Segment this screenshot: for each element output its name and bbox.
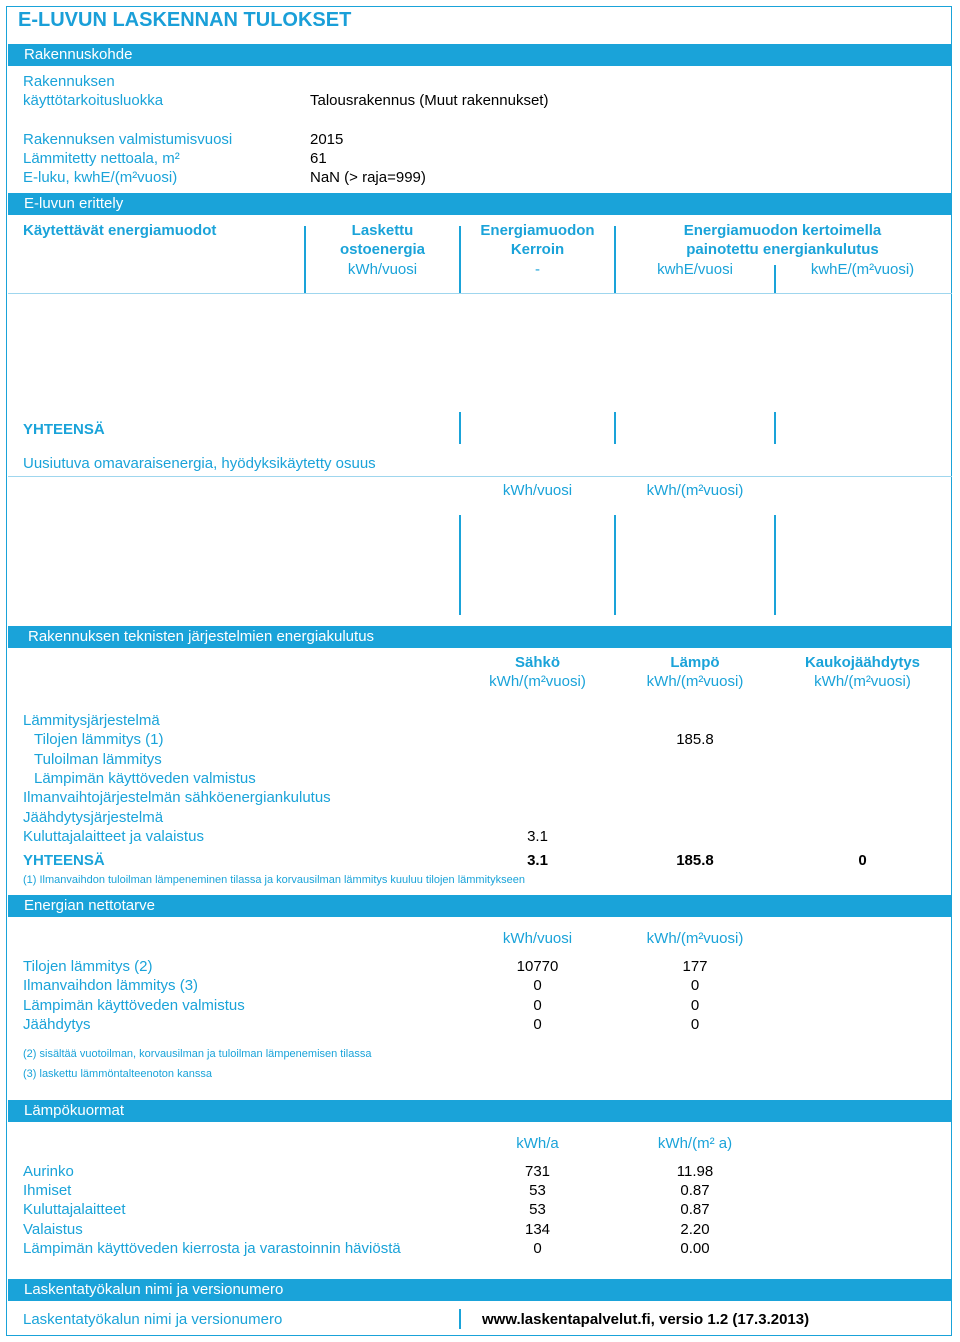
section-header-erittely: E-luvun erittely bbox=[8, 193, 952, 215]
lampokuormat-row-a: 0 bbox=[533, 1240, 542, 1257]
lampokuormat-row-b: 0.87 bbox=[680, 1201, 710, 1218]
tekniset-row-label: Ilmanvaihtojärjestelmän sähköenergiankulutus bbox=[23, 789, 331, 806]
value-kayttotarkoitus: Talousrakennus (Muut rakennukset) bbox=[310, 92, 549, 109]
nettotarve-unit-b: kWh/(m²vuosi) bbox=[646, 930, 744, 947]
label-eluku: E-luku, kwhE/(m²vuosi) bbox=[23, 169, 178, 186]
section-header-lampokuormat: Lämpökuormat bbox=[8, 1100, 952, 1122]
nettotarve-footnote-2: (2) sisältää vuotoilman, korvausilman ja tuloilman lämpenemisen tilassa bbox=[23, 1048, 372, 1060]
section-header-nettotarve: Energian nettotarve bbox=[8, 895, 952, 917]
lampokuormat-row-b: 0.87 bbox=[680, 1182, 710, 1199]
nettotarve-row-a: 0 bbox=[533, 1016, 542, 1033]
nettotarve-row-label: Ilmanvaihdon lämmitys (3) bbox=[23, 977, 199, 994]
value-nettoala: 61 bbox=[310, 150, 327, 167]
lampokuormat-row-a: 731 bbox=[524, 1163, 551, 1180]
nettotarve-row-b: 0 bbox=[690, 997, 700, 1014]
uusiutuva-unit-a: kWh/vuosi bbox=[502, 482, 573, 499]
divider bbox=[614, 515, 616, 615]
col-lampo: Lämpö bbox=[670, 654, 720, 671]
label-valmistumisvuosi: Rakennuksen valmistumisvuosi bbox=[23, 131, 233, 148]
tekniset-row-label: Tilojen lämmitys (1) bbox=[34, 731, 164, 748]
lampokuormat-row-b: 11.98 bbox=[676, 1163, 714, 1180]
label-kayttotarkoitus-2: käyttötarkoitusluokka bbox=[23, 92, 164, 109]
tekniset-row-label: Lämpimän käyttöveden valmistus bbox=[34, 770, 256, 787]
tekniset-total-kauko: 0 bbox=[858, 852, 867, 869]
separator bbox=[8, 293, 952, 294]
separator bbox=[8, 476, 952, 477]
lampokuormat-row-a: 134 bbox=[524, 1221, 551, 1238]
label-kayttotarkoitus-1: Rakennuksen bbox=[23, 73, 115, 90]
tekniset-row-label: Jäähdytysjärjestelmä bbox=[23, 809, 164, 826]
lampokuormat-row-b: 2.20 bbox=[680, 1221, 710, 1238]
divider bbox=[304, 226, 306, 294]
lampokuormat-unit-b: kWh/(m² a) bbox=[657, 1135, 733, 1152]
col-laskettu-unit: kWh/vuosi bbox=[347, 261, 418, 278]
divider bbox=[774, 412, 776, 444]
divider bbox=[459, 515, 461, 615]
lampokuormat-unit-a: kWh/a bbox=[516, 1135, 559, 1152]
lampokuormat-row-a: 53 bbox=[529, 1182, 546, 1199]
tekniset-total-lampo: 185.8 bbox=[676, 852, 714, 869]
tekniset-footnote: (1) Ilmanvaihdon tuloilman lämpeneminen tilassa ja korvausilman lämmitys kuuluu tilojen lämmitykseen bbox=[23, 874, 525, 886]
section-header-tekniset: Rakennuksen teknisten järjestelmien energiakulutus bbox=[8, 626, 952, 648]
tekniset-row-label: Lämmitysjärjestelmä bbox=[23, 712, 160, 729]
lampokuormat-row-b: 0.00 bbox=[680, 1240, 710, 1257]
divider bbox=[774, 515, 776, 615]
col-kauko: Kaukojäähdytys bbox=[804, 654, 921, 671]
nettotarve-unit-a: kWh/vuosi bbox=[502, 930, 573, 947]
col-kerroin-1: Energiamuodon bbox=[480, 222, 595, 239]
divider bbox=[459, 1309, 461, 1329]
nettotarve-row-a: 0 bbox=[533, 977, 542, 994]
tekniset-row-sahko: 3.1 bbox=[527, 828, 548, 845]
value-valmistumisvuosi: 2015 bbox=[310, 131, 344, 148]
divider bbox=[459, 226, 461, 294]
section-header-uusiutuva: Uusiutuva omavaraisenergia, hyödyksikäytetty osuus bbox=[23, 455, 376, 472]
erittely-total-label: YHTEENSÄ bbox=[23, 421, 105, 438]
nettotarve-row-b: 177 bbox=[682, 958, 708, 975]
nettotarve-row-label: Jäähdytys bbox=[23, 1016, 91, 1033]
tekniset-row-label: Tuloilman lämmitys bbox=[34, 751, 162, 768]
section-header-rakennuskohde: Rakennuskohde bbox=[8, 44, 952, 66]
tyokalu-label: Laskentatyökalun nimi ja versionumero bbox=[23, 1311, 283, 1328]
tekniset-row-lampo: 185.8 bbox=[676, 731, 714, 748]
value-eluku: NaN (> raja=999) bbox=[310, 169, 426, 186]
tekniset-row-label: Kuluttajalaitteet ja valaistus bbox=[23, 828, 204, 845]
col-kerroin-unit: - bbox=[535, 261, 540, 278]
nettotarve-row-label: Lämpimän käyttöveden valmistus bbox=[23, 997, 245, 1014]
lampokuormat-row-label: Aurinko bbox=[23, 1163, 74, 1180]
col-sahko: Sähkö bbox=[514, 654, 560, 671]
tekniset-total-sahko: 3.1 bbox=[527, 852, 548, 869]
divider bbox=[614, 412, 616, 444]
col-energiamuodot: Käytettävät energiamuodot bbox=[23, 222, 217, 239]
lampokuormat-row-label: Valaistus bbox=[23, 1221, 83, 1238]
page-title: E-LUVUN LASKENNAN TULOKSET bbox=[18, 9, 352, 31]
nettotarve-row-a: 0 bbox=[533, 997, 542, 1014]
col-laskettu-2: ostoenergia bbox=[339, 241, 426, 258]
label-nettoala: Lämmitetty nettoala, m² bbox=[23, 150, 180, 167]
lampokuormat-row-label: Ihmiset bbox=[23, 1182, 72, 1199]
tyokalu-value: www.laskentapalvelut.fi, versio 1.2 (17.3.2013) bbox=[482, 1311, 810, 1328]
col-painotettu-unit-b: kwhE/(m²vuosi) bbox=[810, 261, 915, 278]
col-lampo-unit: kWh/(m²vuosi) bbox=[646, 673, 744, 690]
col-painotettu-unit-a: kwhE/vuosi bbox=[657, 261, 733, 278]
nettotarve-row-a: 10770 bbox=[516, 958, 559, 975]
col-painotettu-2: painotettu energiankulutus bbox=[686, 241, 879, 258]
divider bbox=[459, 412, 461, 444]
uusiutuva-unit-b: kWh/(m²vuosi) bbox=[646, 482, 744, 499]
divider bbox=[614, 226, 616, 294]
col-sahko-unit: kWh/(m²vuosi) bbox=[489, 673, 586, 690]
nettotarve-row-label: Tilojen lämmitys (2) bbox=[23, 958, 153, 975]
nettotarve-row-b: 0 bbox=[690, 977, 700, 994]
lampokuormat-row-label: Lämpimän käyttöveden kierrosta ja varastoinnin häviöstä bbox=[23, 1240, 401, 1257]
tekniset-total-label: YHTEENSÄ bbox=[23, 852, 105, 869]
lampokuormat-row-a: 53 bbox=[529, 1201, 546, 1218]
col-painotettu-1: Energiamuodon kertoimella bbox=[683, 222, 882, 239]
col-laskettu-1: Laskettu bbox=[351, 222, 414, 239]
nettotarve-row-b: 0 bbox=[690, 1016, 700, 1033]
col-kerroin-2: Kerroin bbox=[510, 241, 565, 258]
lampokuormat-row-label: Kuluttajalaitteet bbox=[23, 1201, 126, 1218]
divider bbox=[774, 265, 776, 294]
col-kauko-unit: kWh/(m²vuosi) bbox=[814, 673, 911, 690]
section-header-tyokalu: Laskentatyökalun nimi ja versionumero bbox=[8, 1279, 952, 1301]
nettotarve-footnote-3: (3) laskettu lämmöntalteenoton kanssa bbox=[23, 1068, 212, 1080]
